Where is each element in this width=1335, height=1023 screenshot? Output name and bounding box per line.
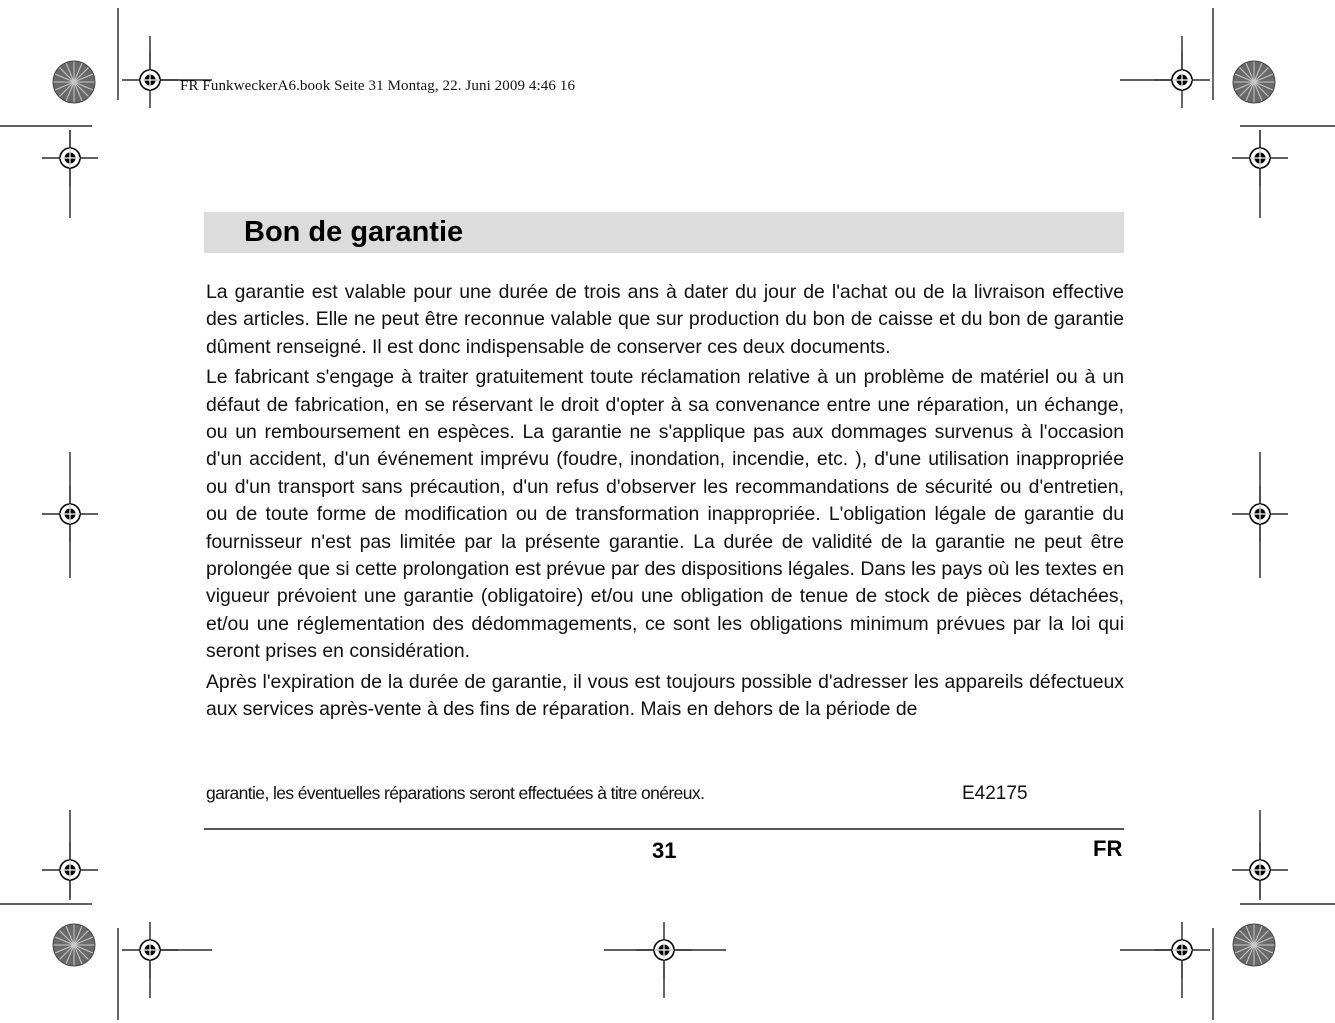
warranty-body xyxy=(206,279,1124,727)
color-bar-icon xyxy=(1233,924,1275,966)
footer-divider xyxy=(204,828,1124,830)
color-bar-icon xyxy=(1233,61,1275,103)
registration-mark-icon xyxy=(1154,922,1210,978)
page-title: Bon de garantie xyxy=(244,216,464,248)
registration-mark-icon xyxy=(636,922,692,978)
registration-mark-icon xyxy=(42,842,98,898)
title-bar xyxy=(204,212,1124,253)
registration-mark-icon xyxy=(42,486,98,542)
reference-code: E42175 xyxy=(962,783,1028,804)
paragraph: La garantie est valable pour une durée de trois ans à dater du jour de l'achat ou de la livraison effective des articles. Elle ne peut être reconnue valable que sur production du bon de caisse et du bon de garantie dûment renseigné. Il est donc indispensable de conserver ces deux documents. xyxy=(206,281,1124,358)
color-bar-icon xyxy=(53,61,95,103)
paragraph: Après l'expiration de la durée de garantie, il vous est toujours possible d'adresser les appareils défectueux aux services après-vente à des fins de réparation. Mais en dehors de la période de xyxy=(206,670,1124,721)
registration-mark-icon xyxy=(1232,486,1288,542)
print-slug: FR FunkweckerA6.book Seite 31 Montag, 22. Juni 2009 4:46 16 xyxy=(180,78,576,94)
registration-mark-icon xyxy=(1232,130,1288,186)
registration-mark-icon xyxy=(1232,842,1288,898)
color-bar-icon xyxy=(53,924,95,966)
registration-mark-icon xyxy=(122,922,178,978)
paragraph: Le fabricant s'engage à traiter gratuitement toute réclamation relative à un problème de matériel ou à un défaut de fabrication, en se réservant le droit d'opter à sa convenance entre une réparation, un échange, ou un remboursement en espèces. La garantie ne s'applique pas aux dommages survenus à l'occasion d'un accident, d'un événement imprévu (foudre, inondation, incendie, etc. ), d'une utilisation inappropriée ou d'un transport sans précaution, d'un refus d'observer les recommandations de sécurité ou d'entretien, ou de toute forme de modification ou de transformation inappropriée. L'obligation légale de garantie du fournisseur n'est pas limitée par la présente garantie. La durée de validité de la garantie ne peut être prolongée que si cette prolongation est prévue par des dispositions légales. Dans les pays où les textes en vigueur prévoient une garantie (obligatoire) et/ou une obligation de tenue de stock de pièces détachées, et/ou une réglementation des dédommagements, ce sont les obligations minimum prévues par la loi qui seront prises en considération. xyxy=(206,366,1124,663)
language-code: FR xyxy=(1093,836,1123,861)
page-number: 31 xyxy=(652,838,677,863)
registration-mark-icon xyxy=(1154,52,1210,108)
registration-mark-icon xyxy=(42,130,98,186)
paragraph-last-line: garantie, les éventuelles réparations seront effectuées à titre onéreux. xyxy=(206,783,705,803)
registration-mark-icon xyxy=(122,52,178,108)
